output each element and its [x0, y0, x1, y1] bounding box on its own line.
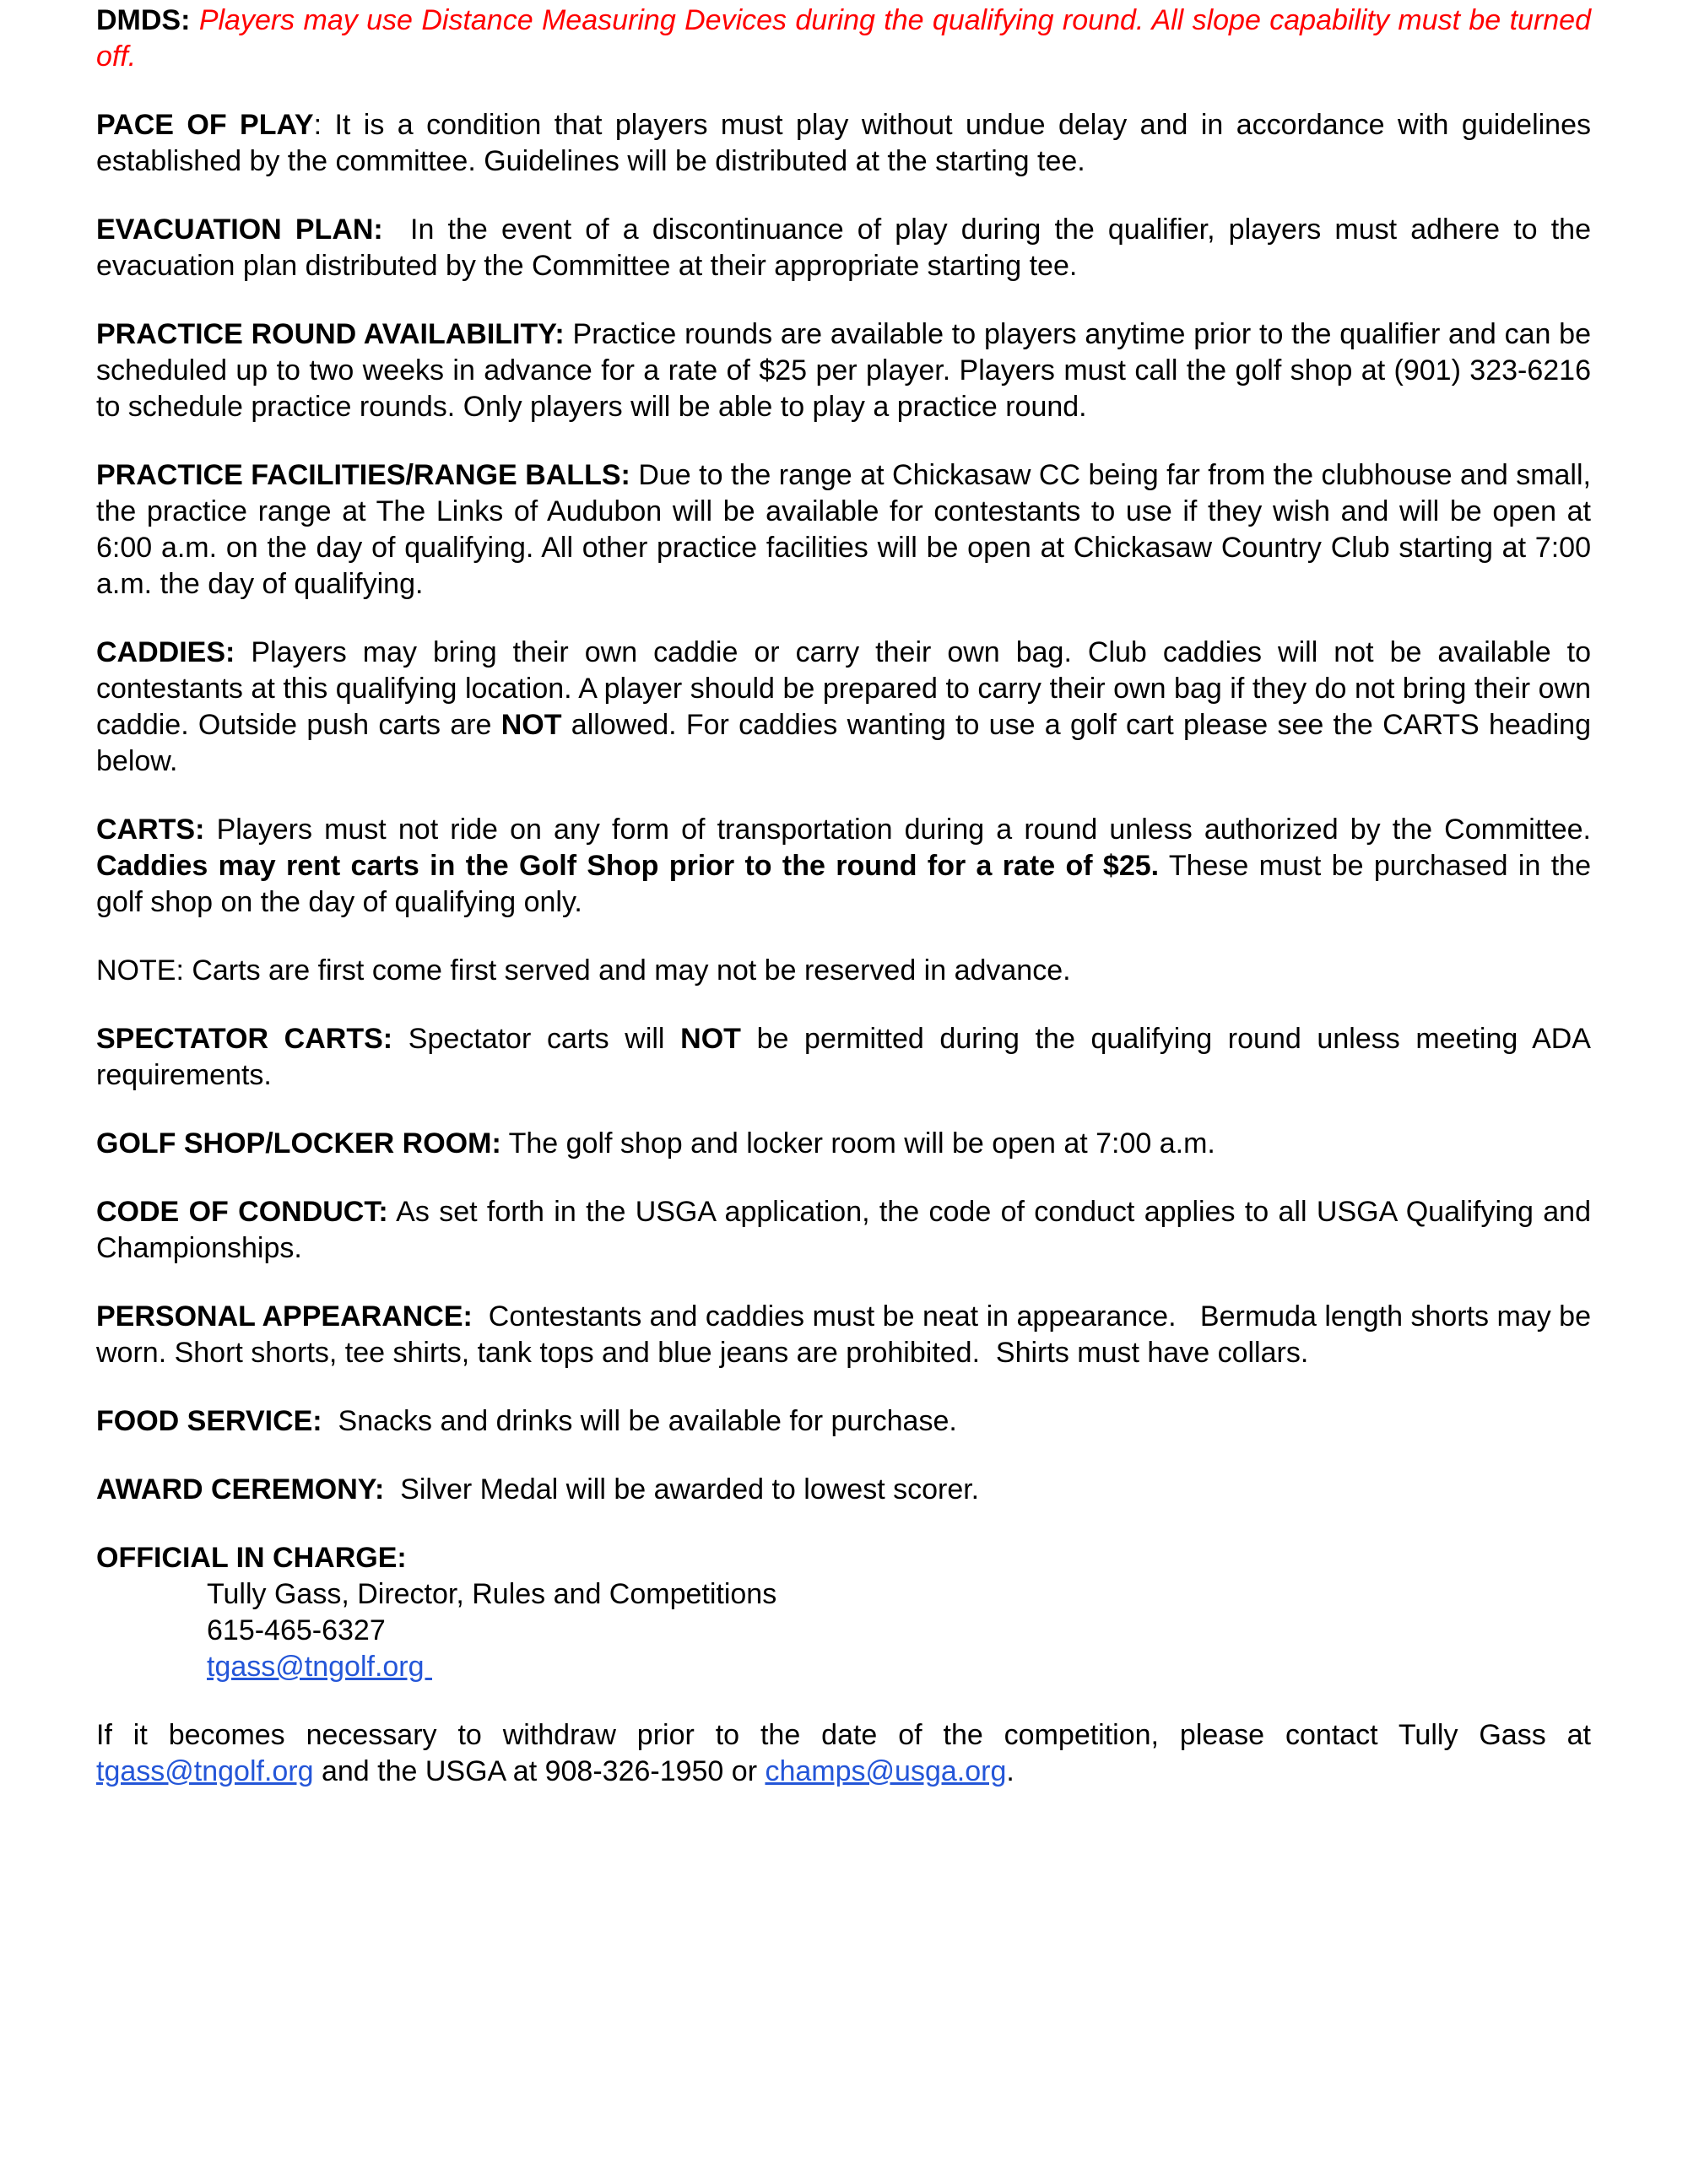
text-segment: If it becomes necessary to withdraw prior to the date of the competition, please contact Tully Gass at	[96, 1719, 1599, 1751]
text-segment: SPECTATOR CARTS:	[96, 1023, 393, 1055]
paragraph-official-in-charge-name	[96, 1576, 1591, 1613]
text-segment: : It is a condition that players must play without undue delay and in accordance with guidelines established by the committee. Guidelines will be distributed at the starting tee.	[96, 109, 1599, 177]
text-segment: In the event of a discontinuance of play during the qualifier, players must adhere to the evacuation plan distributed by the Committee at their appropriate starting tee.	[96, 214, 1599, 282]
paragraph-dmds	[96, 3, 1599, 75]
paragraph-spectator-carts	[96, 1021, 1599, 1094]
text-segment: Tully Gass, Director, Rules and Competitions	[207, 1578, 777, 1610]
text-segment: NOT	[680, 1023, 741, 1055]
text-segment: CODE OF CONDUCT:	[96, 1196, 388, 1228]
text-segment: AWARD CEREMONY:	[96, 1473, 385, 1506]
paragraph-practice-facilities-range-balls	[96, 457, 1599, 603]
text-segment: Due to the range at Chickasaw CC being far from the clubhouse and small, the practice range at The Links of Audubon will be available for contestants to use if they wish and will be open at 6:00 a.m. on the day of qualifying. All other practice facilities will be open at Chickasaw Country Club starting at 7:00 a.m. the day of qualifying.	[96, 459, 1599, 600]
paragraph-golf-shop-locker-room	[96, 1126, 1591, 1162]
text-segment: and the USGA at 908-326-1950 or	[313, 1755, 766, 1787]
paragraph-pace-of-play	[96, 107, 1599, 180]
text-segment: FOOD SERVICE:	[96, 1405, 322, 1437]
text-segment: OFFICIAL IN CHARGE:	[96, 1542, 407, 1574]
text-segment: be permitted during the qualifying round unless meeting ADA requirements.	[96, 1023, 1599, 1091]
text-segment: Snacks and drinks will be available for purchase.	[322, 1405, 957, 1437]
paragraph-personal-appearance	[96, 1299, 1599, 1371]
text-segment: allowed. For caddies wanting to use a golf cart please see the CARTS heading below.	[96, 709, 1599, 777]
text-segment: NOTE: Carts are first come first served and may not be reserved in advance.	[96, 954, 1071, 987]
text-segment: These must be purchased in the golf shop on the day of qualifying only.	[96, 850, 1599, 918]
text-segment: NOT	[500, 709, 562, 741]
text-segment: PACE OF PLAY	[96, 109, 314, 141]
text-segment: DMDS:	[96, 4, 199, 36]
paragraph-caddies	[96, 635, 1599, 780]
paragraph-official-in-charge-phone	[96, 1613, 1591, 1649]
tgass-email-link-2[interactable]: tgass@tngolf.org	[96, 1755, 314, 1787]
text-segment: Practice rounds are available to players anytime prior to the qualifier and can be scheduled up to two weeks in advance for a rate of $25 per player. Players must call the golf shop at (901) 323-6216 to schedule practice rounds. Only players will be able to play a practice round.	[96, 318, 1599, 423]
text-segment: 615-465-6327	[207, 1614, 386, 1646]
text-segment: CARTS:	[96, 814, 205, 846]
paragraph-evacuation-plan	[96, 212, 1599, 284]
text-segment: PRACTICE ROUND AVAILABILITY:	[96, 318, 565, 350]
text-segment: Players must not ride on any form of transportation during a round unless authorized by the Committee.	[204, 814, 1599, 846]
paragraph-practice-round-availability	[96, 316, 1599, 425]
text-segment: Contestants and caddies must be neat in appearance. Bermuda length shorts may be worn. Short shorts, tee shirts, tank tops and blue jeans are prohibited. Shirts must have collars.	[96, 1300, 1599, 1369]
text-segment: CADDIES:	[96, 636, 235, 668]
text-segment: Players may bring their own caddie or carry their own bag. Club caddies will not be available to contestants at this qualifying location. A player should be prepared to carry their own bag if they do not bring their own caddie. Outside push carts are	[96, 636, 1599, 741]
paragraph-official-in-charge-email	[96, 1649, 1591, 1685]
paragraph-award-ceremony	[96, 1472, 1591, 1508]
text-segment: PRACTICE FACILITIES/RANGE BALLS:	[96, 459, 630, 491]
text-segment: Players may use Distance Measuring Devices during the qualifying round. All slope capability must be turned off.	[96, 4, 1599, 73]
paragraph-withdraw-notice	[96, 1717, 1599, 1790]
paragraph-official-in-charge-heading	[96, 1540, 1591, 1576]
text-segment: EVACUATION PLAN:	[96, 214, 383, 246]
text-segment: Silver Medal will be awarded to lowest scorer.	[384, 1473, 980, 1506]
text-segment: As set forth in the USGA application, the code of conduct applies to all USGA Qualifying and Championships.	[96, 1196, 1599, 1264]
text-segment: The golf shop and locker room will be open at 7:00 a.m.	[500, 1127, 1215, 1160]
document-body	[96, 3, 1599, 1822]
paragraph-note	[96, 953, 1591, 989]
text-segment: GOLF SHOP/LOCKER ROOM:	[96, 1127, 501, 1160]
paragraph-carts	[96, 812, 1599, 921]
champs-email-link[interactable]: champs@usga.org	[765, 1755, 1007, 1787]
text-segment: PERSONAL APPEARANCE:	[96, 1300, 473, 1333]
paragraph-food-service	[96, 1403, 1591, 1440]
text-segment: Caddies may rent carts in the Golf Shop prior to the round for a rate of $25.	[96, 850, 1160, 882]
text-segment: .	[1006, 1755, 1014, 1787]
paragraph-code-of-conduct	[96, 1194, 1599, 1267]
tgass-email-link[interactable]: tgass@tngolf.org	[207, 1651, 432, 1683]
text-segment: Spectator carts will	[392, 1023, 681, 1055]
